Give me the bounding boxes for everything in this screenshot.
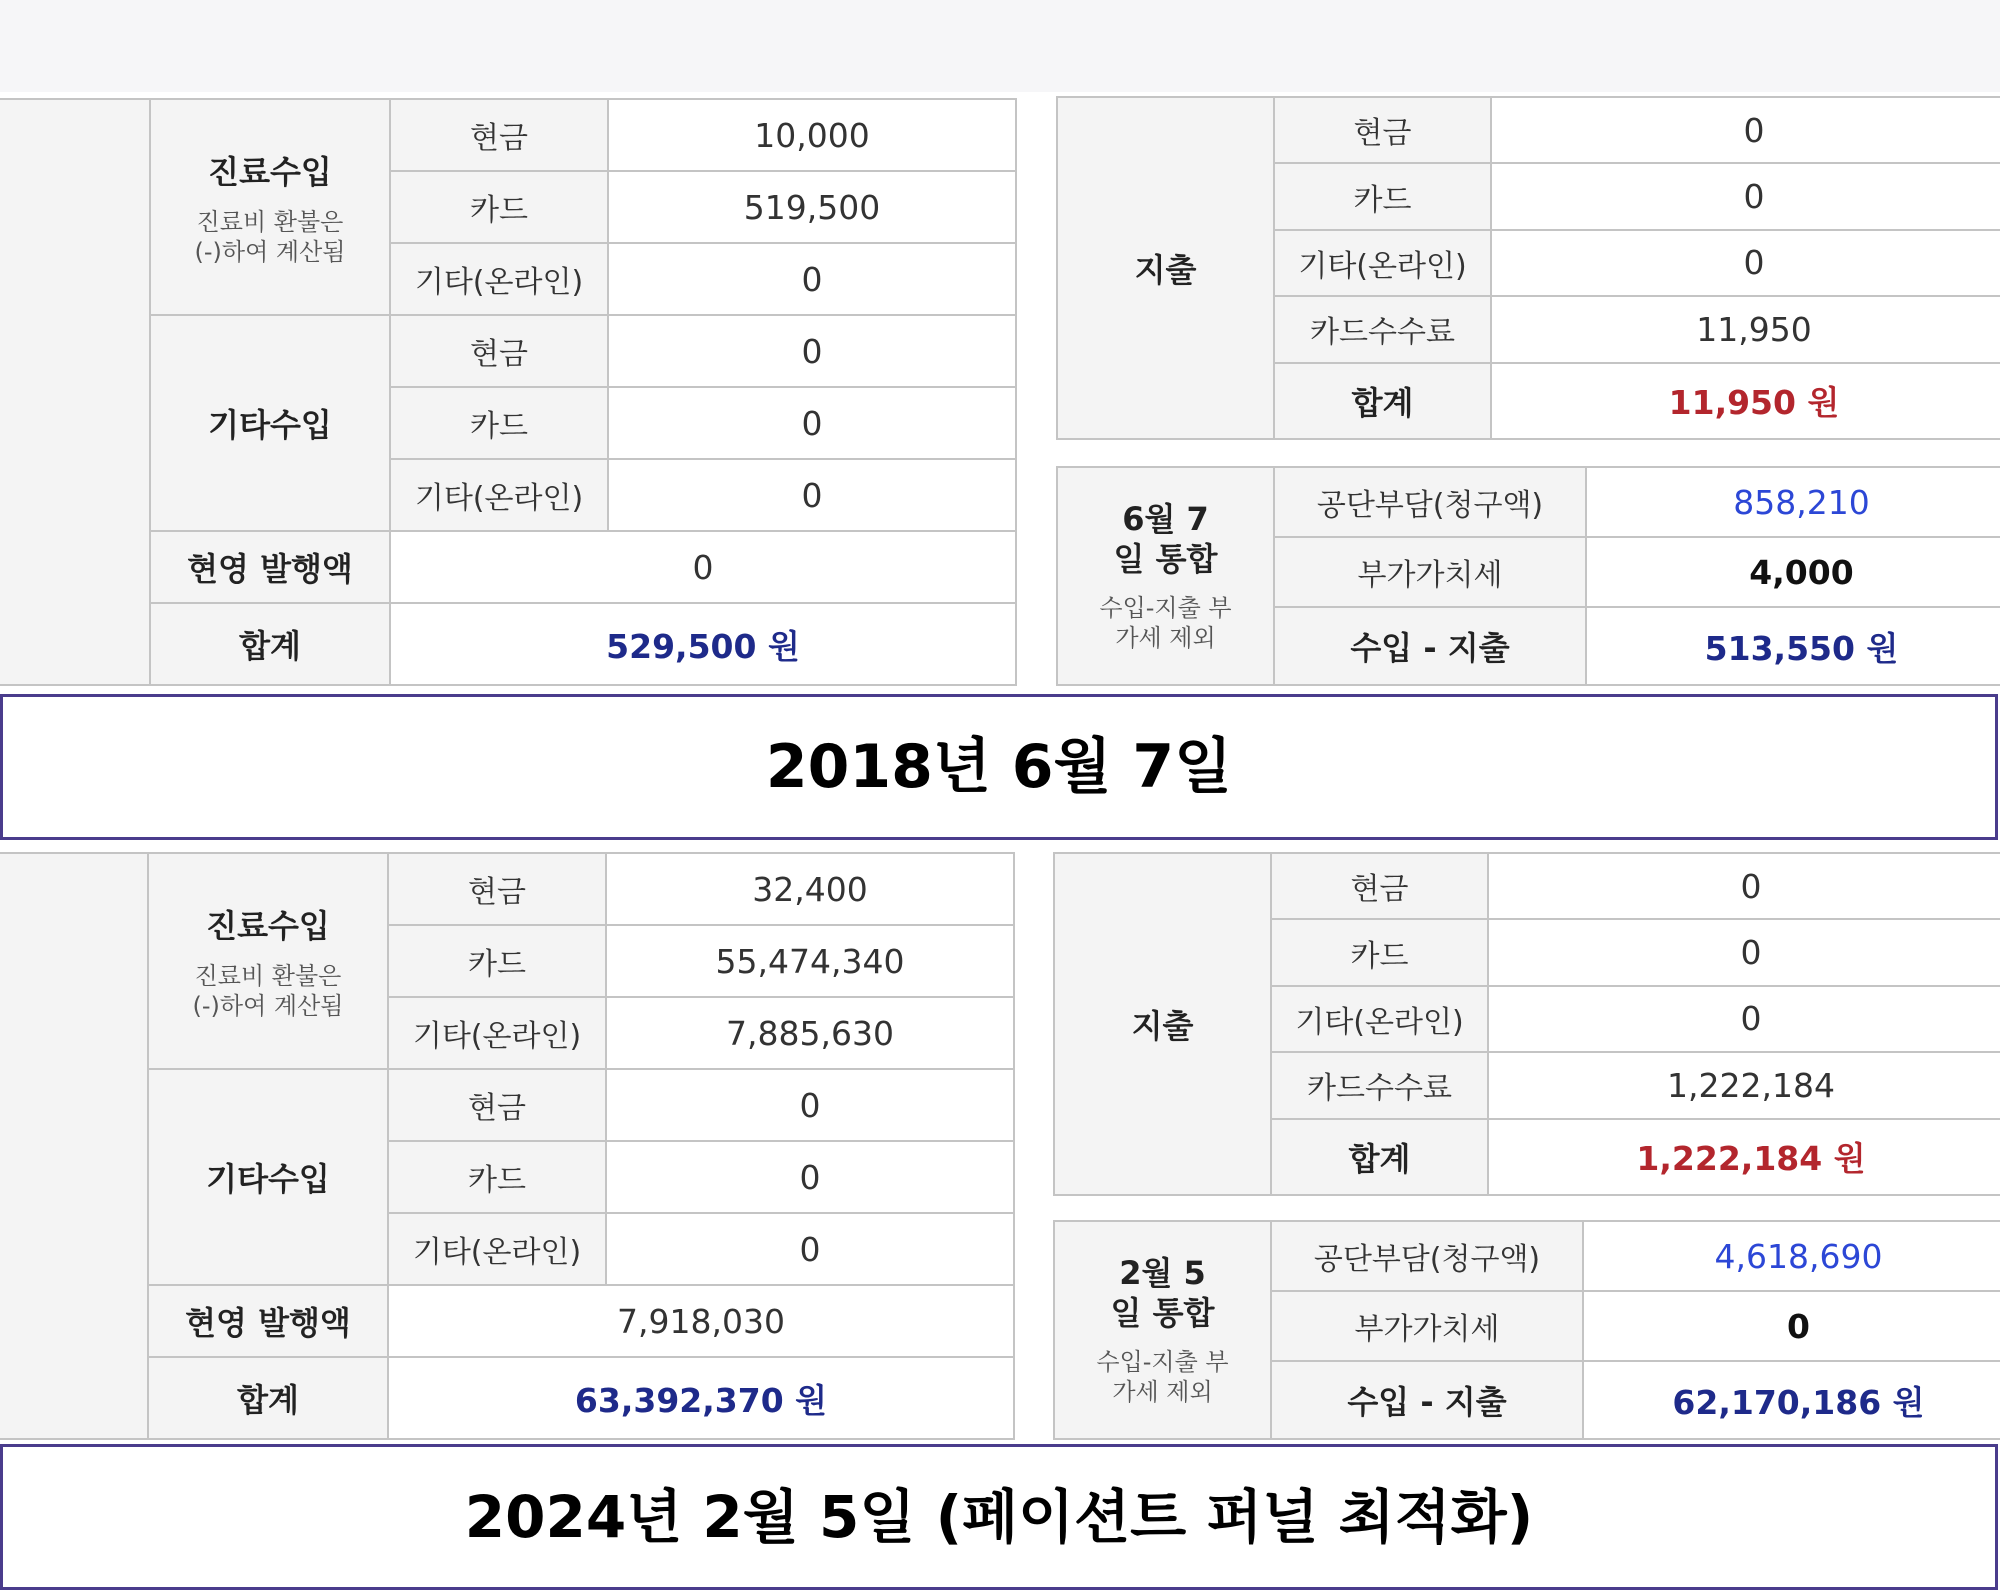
medical-income-cell [150,99,390,315]
row-value: 1,222,184 [1488,1052,2000,1118]
row-label: 현금 [1274,97,1491,163]
expense-table [1053,852,2000,1196]
row-label: 공단부담(청구액) [1271,1221,1583,1291]
combined-cell [1054,1221,1271,1439]
row-value: 0 [608,315,1016,387]
net-value: 62,170,186 원 [1583,1361,2000,1439]
expense-table [1056,96,2000,440]
combined-title: 6월 7일 통합 [1113,500,1218,578]
combined-note: 수입-지출 부가세 제외 [1096,1348,1229,1406]
row-label: 기타(온라인) [390,243,608,315]
refund-note: 진료비 환불은 (-)하여 계산됨 [194,208,346,266]
row-label: 현금 [388,853,606,925]
other-income-title: 기타수입 [148,1069,388,1285]
row-value: 55,474,340 [606,925,1014,997]
expense-title: 지출 [1057,97,1274,439]
row-label: 현금 [390,315,608,387]
row-value: 519,500 [608,171,1016,243]
net-label: 수입 - 지출 [1271,1361,1583,1439]
expense-total-value: 11,950 원 [1491,363,2000,440]
row-label: 카드 [390,171,608,243]
cash-receipt-value: 0 [390,531,1016,603]
row-value: 0 [1491,230,2000,296]
income-total-label: 합계 [148,1357,388,1439]
combined-title: 2월 5일 통합 [1110,1254,1215,1332]
cash-receipt-label: 현영 발행액 [150,531,390,603]
row-value: 0 [606,1069,1014,1141]
row-label: 기타(온라인) [388,1213,606,1285]
row-label: 기타(온라인) [388,997,606,1069]
row-value: 0 [1488,986,2000,1052]
row-value: 10,000 [608,99,1016,171]
net-value: 513,550 원 [1586,607,2000,685]
row-label: 현금 [1271,853,1488,919]
row-value: 32,400 [606,853,1014,925]
row-value: 0 [608,243,1016,315]
row-label: 공단부담(청구액) [1274,467,1586,537]
row-label: 카드 [1274,163,1491,229]
row-label: 카드수수료 [1271,1052,1488,1118]
cash-receipt-label: 현영 발행액 [148,1285,388,1357]
row-label: 기타(온라인) [1274,230,1491,296]
expense-total-label: 합계 [1271,1119,1488,1196]
net-label: 수입 - 지출 [1274,607,1586,685]
row-label: 카드수수료 [1274,296,1491,362]
medical-income-title: 진료수입 [206,907,330,945]
claim-value: 858,210 [1586,467,2000,537]
expense-total-value: 1,222,184 원 [1488,1119,2000,1196]
row-label: 카드 [390,387,608,459]
row-value: 0 [1491,163,2000,229]
combined-table [1056,466,2000,686]
cash-receipt-value: 7,918,030 [388,1285,1014,1357]
combined-cell [1057,467,1274,685]
row-value: 0 [1488,853,2000,919]
combined-note: 수입-지출 부가세 제외 [1099,594,1232,652]
vat-value: 4,000 [1586,537,2000,607]
income-total-label: 합계 [150,603,390,685]
row-value: 0 [1488,919,2000,985]
report-section-2024 [0,850,2000,1593]
medical-income-cell [148,853,388,1069]
row-value: 0 [608,459,1016,531]
row-label: 카드 [388,1141,606,1213]
row-value: 7,885,630 [606,997,1014,1069]
row-value: 0 [606,1141,1014,1213]
date-banner: 2018년 6월 7일 [0,694,1998,840]
combined-table [1053,1220,2000,1440]
vat-value: 0 [1583,1291,2000,1361]
medical-income-title: 진료수입 [208,153,332,191]
row-label: 부가가치세 [1274,537,1586,607]
other-income-title: 기타수입 [150,315,390,531]
date-banner: 2024년 2월 5일 (페이션트 퍼널 최적화) [0,1444,1998,1590]
row-label: 카드 [1271,919,1488,985]
row-value: 11,950 [1491,296,2000,362]
refund-note: 진료비 환불은 (-)하여 계산됨 [192,962,344,1020]
row-label: 기타(온라인) [390,459,608,531]
expense-total-label: 합계 [1274,363,1491,440]
income-total-value: 63,392,370 원 [388,1357,1014,1439]
row-value: 0 [1491,97,2000,163]
row-label: 현금 [390,99,608,171]
expense-title: 지출 [1054,853,1271,1195]
row-value: 0 [608,387,1016,459]
income-side-cell [0,853,148,1439]
row-label: 기타(온라인) [1271,986,1488,1052]
row-value: 0 [606,1213,1014,1285]
income-table [0,852,1015,1440]
row-label: 부가가치세 [1271,1291,1583,1361]
claim-value: 4,618,690 [1583,1221,2000,1291]
income-total-value: 529,500 원 [390,603,1016,685]
row-label: 카드 [388,925,606,997]
row-label: 현금 [388,1069,606,1141]
income-table [0,98,1017,686]
income-side-cell [0,99,150,685]
